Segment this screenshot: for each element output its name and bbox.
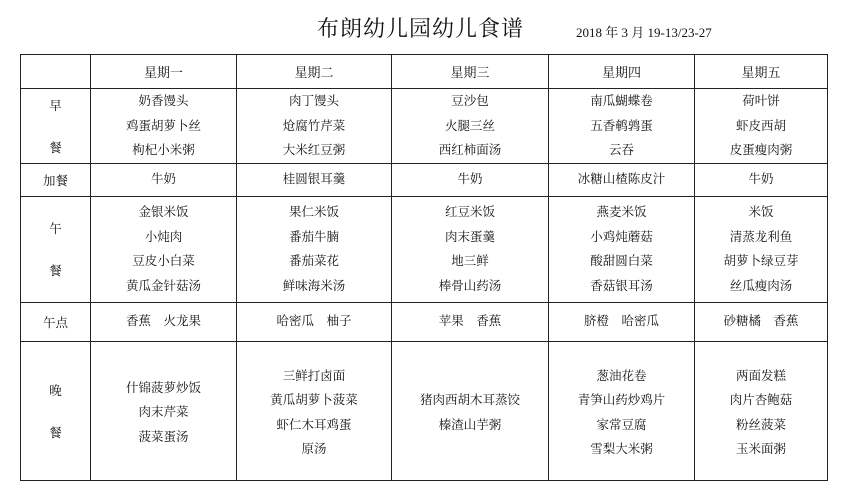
dish: 哈密瓜 柚子 [276, 313, 352, 329]
dish: 清蒸龙利鱼 [729, 228, 793, 244]
menu-cell [91, 302, 237, 341]
meal-label-lunch [21, 196, 91, 302]
dish: 三鲜打卤面 [282, 367, 346, 383]
menu-cell [392, 196, 549, 302]
dinner-row [21, 341, 828, 480]
dish: 豆皮小白菜 [132, 253, 195, 268]
meal-label-char: 餐 [49, 424, 62, 440]
dish: 燕麦米饭 [596, 204, 647, 219]
menu-cell [549, 196, 695, 302]
dish: 果仁米饭 [288, 204, 339, 219]
dish: 米饭 [748, 204, 774, 219]
dish: 雪梨大米粥 [590, 441, 653, 456]
dish: 脐橙 哈密瓜 [583, 313, 659, 329]
menu-cell [695, 163, 828, 196]
dish: 丝瓜瘦肉汤 [729, 277, 793, 293]
dish: 桂圆银耳羹 [282, 171, 346, 187]
menu-cell [392, 341, 549, 480]
meal-label-char: 餐 [49, 139, 62, 155]
dish: 火腿三丝 [444, 117, 495, 133]
dish: 牛奶 [150, 171, 176, 187]
menu-cell [237, 341, 392, 480]
dish: 红豆米饭 [444, 204, 495, 219]
meal-label-breakfast [21, 89, 91, 164]
menu-cell [695, 196, 828, 302]
dish: 小炖肉 [144, 228, 183, 244]
date-range: 2018 年 3 月 19-13/23-27 [576, 25, 712, 40]
menu-cell [91, 341, 237, 480]
day-header: 星期五 [695, 55, 828, 89]
dish: 葱油花卷 [596, 367, 647, 383]
meal-label-snack2: 午点 [21, 302, 91, 341]
dish: 香蕉 火龙果 [125, 313, 201, 329]
menu-table [20, 54, 828, 481]
meal-label-char: 午 [49, 221, 62, 236]
dish: 香菇银耳汤 [590, 277, 653, 293]
dish: 菠菜蛋汤 [138, 428, 189, 444]
page-title: 布朗幼儿园幼儿食谱 [316, 17, 524, 42]
dish: 玉米面粥 [735, 441, 786, 456]
dish: 粉丝菠菜 [735, 416, 786, 432]
dish: 皮蛋瘦肉粥 [729, 142, 793, 157]
day-header: 星期四 [549, 55, 695, 89]
dish: 炝腐竹芹菜 [282, 117, 346, 133]
dish: 南瓜蝴蝶卷 [590, 93, 653, 108]
dish: 榛渣山芋粥 [438, 416, 502, 432]
menu-cell [392, 89, 549, 164]
menu-cell [237, 89, 392, 164]
menu-cell [91, 163, 237, 196]
menu-cell [237, 302, 392, 341]
menu-cell [392, 302, 549, 341]
dish: 大米红豆粥 [282, 142, 346, 157]
day-header: 星期一 [91, 55, 237, 89]
menu-cell [392, 163, 549, 196]
dish: 奶香馒头 [138, 93, 189, 108]
menu-cell [237, 163, 392, 196]
dish: 地三鲜 [451, 253, 489, 268]
dish: 豆沙包 [451, 93, 489, 108]
dish: 棒骨山药汤 [438, 277, 502, 293]
menu-cell [91, 196, 237, 302]
dish: 冰糖山楂陈皮汁 [577, 171, 666, 187]
dish: 肉片杏鲍菇 [729, 392, 793, 407]
dish: 牛奶 [457, 171, 483, 187]
dish: 酸甜圆白菜 [590, 253, 653, 268]
menu-cell [549, 163, 695, 196]
dish: 番茄菜花 [288, 253, 339, 268]
lunch-row [21, 196, 828, 302]
dish: 西红柿面汤 [438, 142, 502, 157]
dish: 荷叶饼 [742, 93, 780, 108]
menu-cell [695, 341, 828, 480]
dish: 肉丁馒头 [288, 93, 339, 108]
menu-cell [91, 89, 237, 164]
dish: 苹果 香蕉 [438, 313, 502, 329]
dish: 牛奶 [748, 171, 774, 187]
meal-label-dinner [21, 341, 91, 480]
menu-cell [549, 302, 695, 341]
dish: 五香鹌鹑蛋 [590, 117, 653, 133]
menu-cell [695, 89, 828, 164]
dish: 黄瓜胡萝卜菠菜 [270, 392, 358, 407]
dish: 枸杞小米粥 [132, 142, 195, 157]
dish: 小鸡炖蘑菇 [590, 228, 653, 244]
menu-cell [549, 341, 695, 480]
snack2-row [21, 302, 828, 341]
dish: 两面发糕 [735, 367, 786, 383]
dish: 云吞 [608, 142, 634, 157]
header-row [21, 55, 828, 89]
dish: 肉末芹菜 [138, 404, 189, 420]
corner-cell [21, 55, 91, 89]
meal-label-char: 晚 [49, 382, 62, 398]
menu-cell [237, 196, 392, 302]
dish: 虾皮西胡 [735, 117, 786, 133]
dish: 青笋山药炒鸡片 [577, 392, 666, 407]
dish: 鸡蛋胡萝卜丝 [125, 117, 201, 133]
dish: 鲜味海米汤 [282, 277, 346, 293]
dish: 肉末蛋羹 [444, 228, 495, 244]
snack1-row [21, 163, 828, 196]
meal-label-char: 早 [49, 97, 62, 113]
breakfast-row [21, 89, 828, 164]
dish: 金银米饭 [138, 204, 189, 219]
dish: 什锦菠萝炒饭 [125, 379, 201, 395]
dish: 猪肉西胡木耳蒸饺 [419, 392, 520, 407]
dish: 原汤 [301, 441, 327, 456]
day-header: 星期二 [237, 55, 392, 89]
day-header: 星期三 [392, 55, 549, 89]
meal-label-snack1: 加餐 [21, 163, 91, 196]
dish: 砂糖橘 香蕉 [723, 313, 799, 329]
dish: 黄瓜金针菇汤 [125, 277, 201, 293]
dish: 番茄牛腩 [288, 228, 339, 244]
meal-label-char: 餐 [49, 263, 62, 278]
menu-cell [695, 302, 828, 341]
dish: 虾仁木耳鸡蛋 [276, 416, 352, 432]
menu-cell [549, 89, 695, 164]
dish: 家常豆腐 [596, 416, 647, 432]
dish: 胡萝卜绿豆芽 [723, 253, 799, 268]
